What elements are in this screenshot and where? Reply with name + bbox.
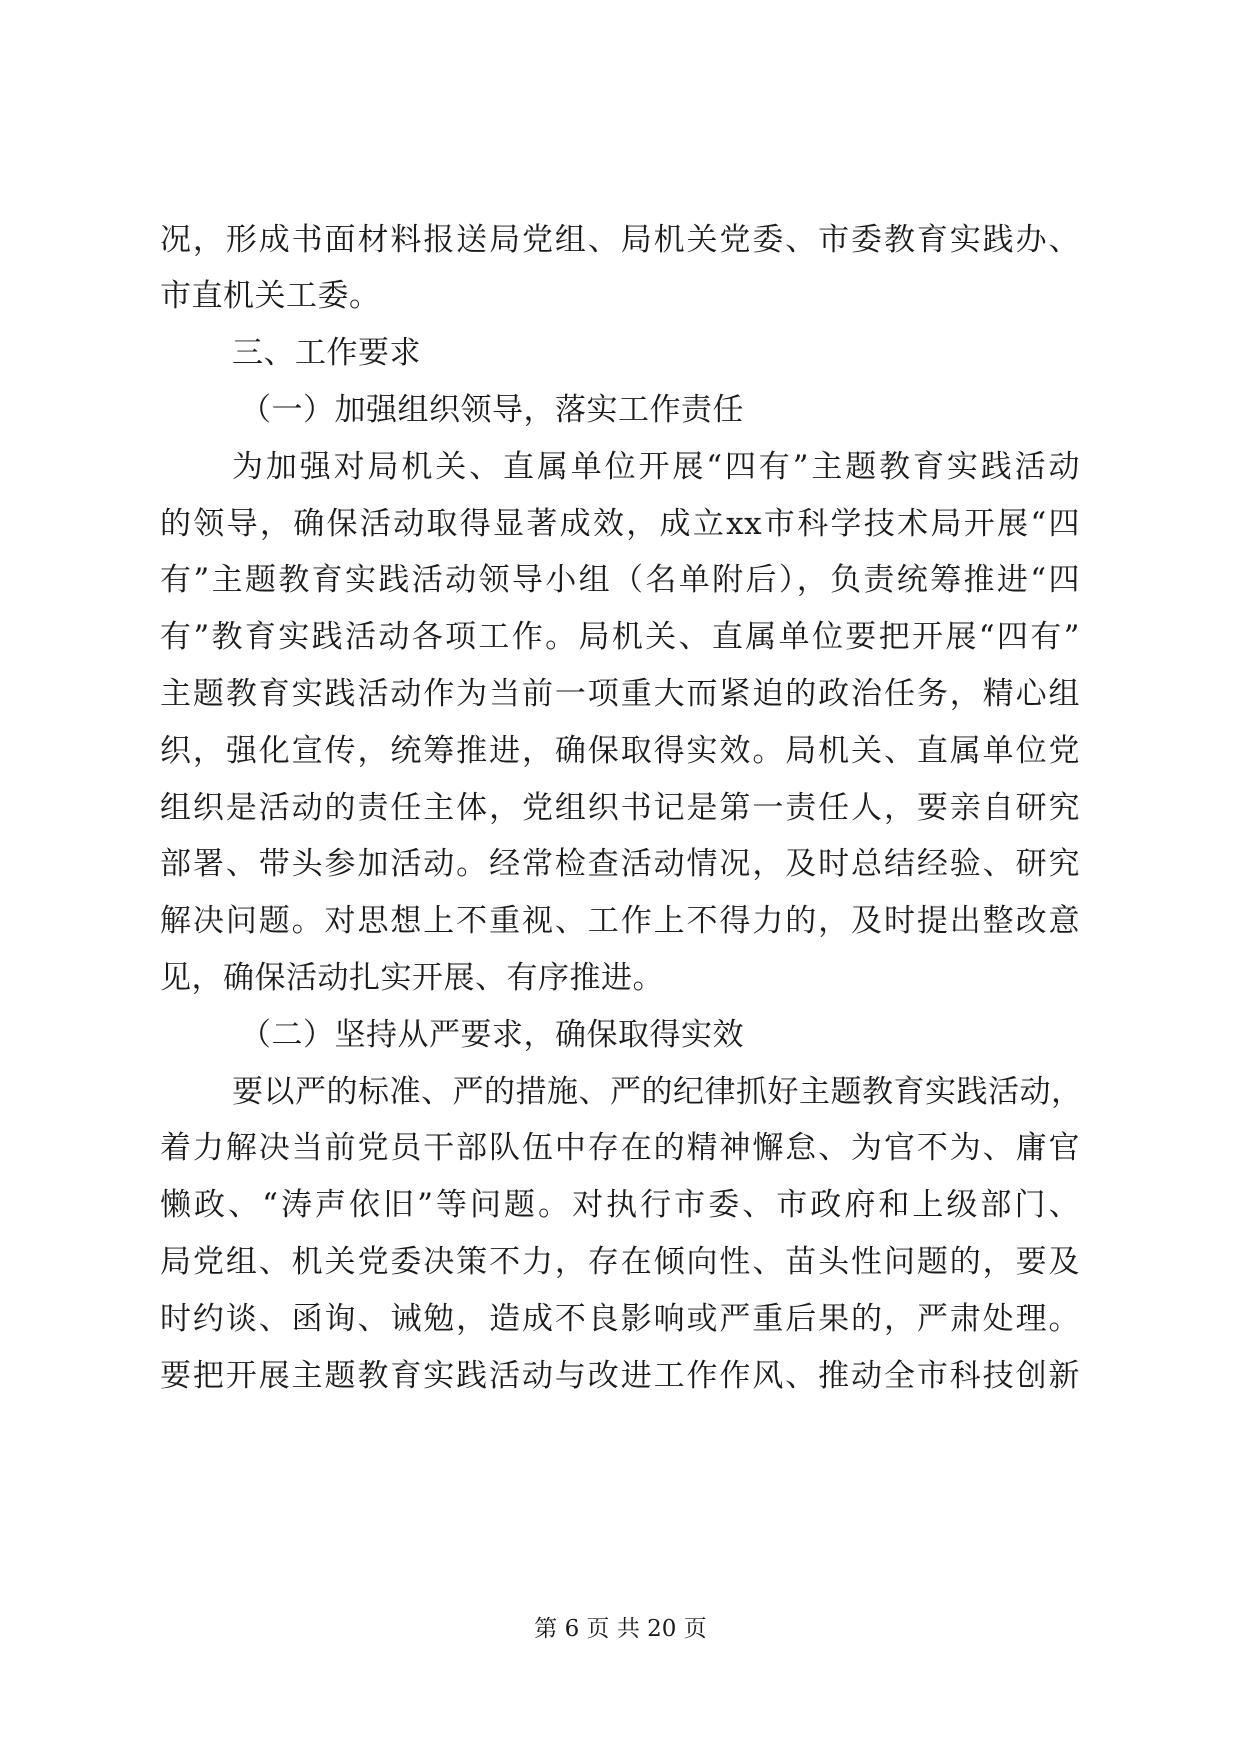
text-line-9: 主题教育实践活动作为当前一项重大而紧迫的政治任务，精心组 xyxy=(160,676,1080,712)
text-line-13: 解决问题。对思想上不重视、工作上不得力的，及时提出整改意 xyxy=(160,903,1080,939)
section-heading-3: 三、工作要求 xyxy=(232,335,421,371)
text-line-14: 见，确保活动扎实开展、有序推进。 xyxy=(160,960,664,996)
text-line-7: 有”主题教育实践活动领导小组（名单附后），负责统筹推进“四 xyxy=(160,562,1080,598)
text-line-1: 况，形成书面材料报送局党组、局机关党委、市委教育实践办、 xyxy=(160,222,1080,258)
subsection-heading-1: （一）加强组织领导，落实工作责任 xyxy=(240,392,744,428)
page-number-footer: 第 6 页 共 20 页 xyxy=(534,1616,707,1642)
subsection-heading-2: （二）坚持从严要求，确保取得实效 xyxy=(240,1017,744,1053)
text-line-21: 要把开展主题教育实践活动与改进工作作风、推动全市科技创新 xyxy=(160,1358,1080,1394)
text-line-2: 市直机关工委。 xyxy=(160,278,381,314)
text-line-17: 着力解决当前党员干部队伍中存在的精神懈怠、为官不为、庸官 xyxy=(160,1130,1080,1166)
text-line-10: 织，强化宣传，统筹推进，确保取得实效。局机关、直属单位党 xyxy=(160,733,1080,769)
text-line-20: 时约谈、函询、诫勉，造成不良影响或严重后果的，严肃处理。 xyxy=(160,1301,1080,1337)
text-line-6: 的领导，确保活动取得显著成效，成立xx市科学技术局开展“四 xyxy=(160,506,1080,542)
text-line-16: 要以严的标准、严的措施、严的纪律抓好主题教育实践活动， xyxy=(232,1074,1083,1110)
text-line-12: 部署、带头参加活动。经常检查活动情况，及时总结经验、研究 xyxy=(160,846,1080,882)
text-line-18: 懒政、“涛声依旧”等问题。对执行市委、市政府和上级部门、 xyxy=(160,1187,1080,1223)
text-line-5: 为加强对局机关、直属单位开展“四有”主题教育实践活动 xyxy=(232,449,1080,485)
text-line-19: 局党组、机关党委决策不力，存在倾向性、苗头性问题的，要及 xyxy=(160,1244,1080,1280)
text-line-11: 组织是活动的责任主体，党组织书记是第一责任人，要亲自研究 xyxy=(160,790,1080,826)
text-line-8: 有”教育实践活动各项工作。局机关、直属单位要把开展“四有” xyxy=(160,619,1080,655)
